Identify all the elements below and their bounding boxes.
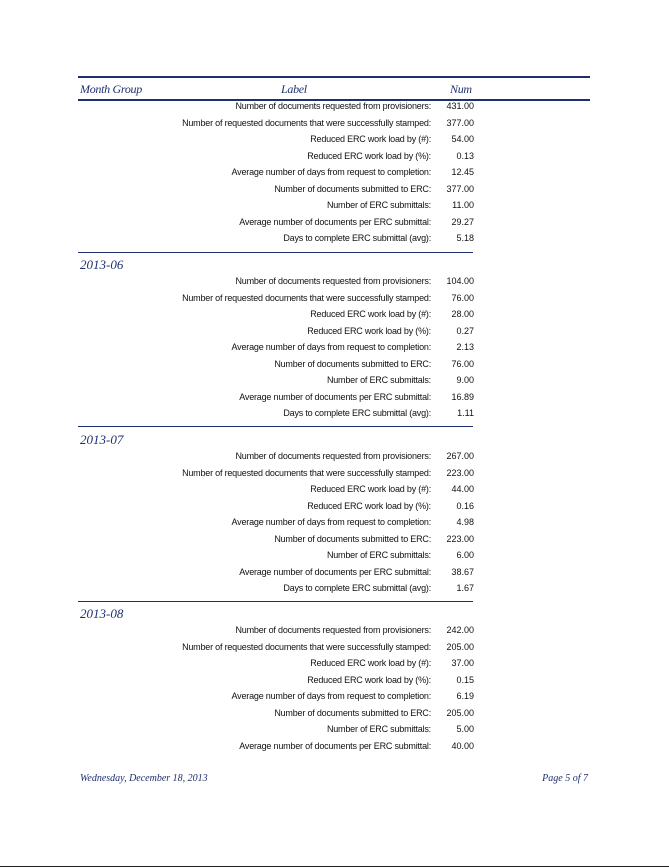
metric-value: 223.00 (446, 467, 474, 478)
metric-value: 205.00 (446, 707, 474, 718)
metric-label: Number of requested documents that were successfully stamped: (182, 641, 431, 652)
metric-value: 377.00 (446, 117, 474, 128)
metric-label: Days to complete ERC submittal (avg): (283, 408, 431, 418)
metric-label: Number of documents submitted to ERC: (274, 358, 431, 369)
section-title: 2013-06 (80, 257, 124, 272)
metric-label: Days to complete ERC submittal (avg): (283, 233, 431, 243)
metric-label: Number of documents requested from provisioners: (235, 101, 431, 111)
metric-label: Number of documents submitted to ERC: (274, 183, 431, 194)
metric-value: 1.67 (456, 583, 474, 593)
metric-value: 2.13 (456, 342, 474, 352)
metric-value: 0.15 (456, 674, 474, 685)
metric-value: 54.00 (451, 134, 474, 144)
metric-label: Reduced ERC work load by (#): (310, 134, 431, 144)
metric-label: Number of documents requested from provisioners: (235, 451, 431, 461)
metric-label: Reduced ERC work load by (#): (310, 658, 431, 668)
metric-value: 16.89 (451, 391, 474, 402)
metric-value: 37.00 (451, 658, 474, 668)
metric-label: Reduced ERC work load by (#): (310, 309, 431, 319)
metric-label: Number of ERC submittals: (326, 550, 431, 560)
metric-label: Number of documents submitted to ERC: (274, 707, 431, 718)
metric-label: Number of requested documents that were successfully stamped: (182, 467, 431, 478)
column-header-num: Num (450, 82, 472, 96)
metric-value: 0.16 (456, 500, 474, 511)
metric-label: Days to complete ERC submittal (avg): (283, 583, 431, 593)
metric-value: 1.11 (457, 408, 474, 418)
metric-label: Average number of documents per ERC submittal: (239, 391, 431, 402)
metric-label: Average number of days from request to completion: (231, 691, 431, 701)
footer-page-number: Page 5 of 7 (542, 773, 588, 784)
column-header-label: Label (281, 82, 307, 96)
metric-value: 267.00 (446, 451, 474, 461)
metric-value: 38.67 (451, 566, 474, 577)
metric-label: Number of requested documents that were successfully stamped: (182, 117, 431, 128)
metric-label: Reduced ERC work load by (%): (307, 500, 431, 511)
column-header-month-group: Month Group (80, 82, 142, 96)
section-divider (78, 426, 473, 427)
metric-value: 5.18 (456, 233, 474, 243)
metric-value: 11.00 (452, 200, 474, 210)
section-divider (78, 601, 473, 602)
metric-value: 0.13 (456, 150, 474, 161)
metric-value: 377.00 (446, 183, 474, 194)
metric-label: Reduced ERC work load by (#): (310, 484, 431, 494)
section-title: 2013-08 (80, 606, 124, 621)
metric-value: 6.00 (456, 550, 474, 560)
metric-label: Number of documents requested from provisioners: (235, 625, 431, 635)
header-top-rule (78, 76, 590, 78)
footer-date: Wednesday, December 18, 2013 (80, 773, 208, 784)
metric-value: 205.00 (446, 641, 474, 652)
metric-label: Reduced ERC work load by (%): (307, 674, 431, 685)
metric-value: 223.00 (446, 533, 474, 544)
metric-value: 44.00 (451, 484, 474, 494)
metric-value: 0.27 (456, 325, 474, 336)
metric-label: Average number of documents per ERC submittal: (239, 216, 431, 227)
metric-label: Average number of days from request to completion: (231, 342, 431, 352)
metric-label: Number of requested documents that were successfully stamped: (182, 292, 431, 303)
metric-label: Average number of days from request to completion: (231, 517, 431, 527)
metric-label: Number of ERC submittals: (326, 375, 431, 385)
page-bottom-edge (0, 866, 669, 867)
metric-value: 28.00 (451, 309, 474, 319)
metric-value: 76.00 (451, 292, 474, 303)
metric-label: Number of ERC submittals: (326, 200, 431, 210)
metric-label: Number of ERC submittals: (326, 724, 431, 734)
metric-value: 4.98 (456, 517, 474, 527)
metric-value: 6.19 (456, 691, 474, 701)
metric-value: 5.00 (456, 724, 474, 734)
metric-value: 242.00 (446, 625, 474, 635)
metric-label: Number of documents submitted to ERC: (274, 533, 431, 544)
metric-value: 431.00 (446, 101, 474, 111)
metric-value: 104.00 (446, 276, 474, 286)
metric-label: Average number of documents per ERC submittal: (239, 566, 431, 577)
section-title: 2013-07 (80, 432, 124, 447)
metric-label: Average number of documents per ERC submittal: (239, 740, 431, 751)
metric-value: 12.45 (451, 167, 474, 177)
section-divider (78, 252, 473, 253)
metric-value: 76.00 (451, 358, 474, 369)
metric-label: Number of documents requested from provisioners: (235, 276, 431, 286)
metric-value: 9.00 (456, 375, 474, 385)
metric-value: 29.27 (451, 216, 474, 227)
metric-value: 40.00 (451, 740, 474, 751)
metric-label: Reduced ERC work load by (%): (307, 325, 431, 336)
metric-label: Average number of days from request to completion: (231, 167, 431, 177)
metric-label: Reduced ERC work load by (%): (307, 150, 431, 161)
